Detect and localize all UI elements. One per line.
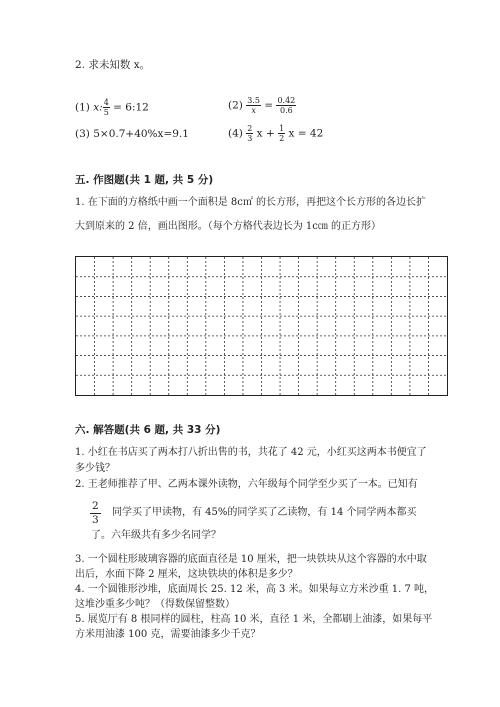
grid-lines [76,257,449,397]
answer-q4-line1: 4. 一个圆锥形沙堆，底面周长 25. 12 米，高 3 米。如果每立方米沙重 1. 7 吨， [75,584,435,595]
fraction-denominator: 2 [279,134,285,143]
problem-1-left: x: [93,101,103,114]
fraction-denominator: x [251,106,256,115]
fraction-numerator: 2 [247,124,253,133]
fraction-denominator: 0.6 [279,106,293,115]
fraction-numerator: 0.42 [277,96,296,105]
problem-1-label: (1) [75,101,90,114]
draw-section-title: 五. 作图题(共 1 题, 共 5 分) [75,174,214,186]
problem-4-label: (4) [228,127,243,140]
answer-q3-line2: 出后，水面下降 2 厘米，这块铁块的体积是多少？ [75,569,298,580]
problem-4-middle: x + [256,127,275,140]
problem-2-fraction-left [246,96,261,115]
answer-q2-line3: 了。六年级共有多少名同学？ [91,530,221,541]
fraction-denominator: 3 [92,514,99,526]
problem-2-equals: = [264,99,274,112]
answer-q5-line1: 5. 展览厅有 8 根同样的圆柱，柱高 10 米，直径 1 米，全都刷上油漆，如果每平 [75,614,433,625]
answer-q1-line1: 1. 小红在书店买了两本打八折出售的书，共花了 42 元，小红买这两本书便宜了 [75,447,427,458]
fraction-numerator: 2 [92,500,99,512]
problem-1-fraction [103,98,110,117]
fraction-numerator: 4 [103,98,109,107]
problem-4-fraction-2 [278,124,285,143]
answer-q2-line2: 同学买了甲读物，有 45%的同学买了乙读物，有 14 个同学两本都买 [112,507,417,518]
fraction-numerator: 1 [279,124,285,133]
graph-paper-grid[interactable] [75,256,448,396]
fraction-denominator: 5 [103,108,109,117]
draw-q1-line1: 1. 在下面的方格纸中画一个面积是 8c㎡ 的长方形，再把这个长方形的各边长扩 [75,197,427,208]
problem-2 [228,96,296,115]
answer-section-title: 六. 解答题(共 6 题, 共 33 分) [75,424,221,436]
answer-q4-line2: 这堆沙重多少吨？（得数保留整数） [75,599,235,610]
fraction-numerator: 3.5 [247,96,260,105]
problem-2-fraction-right [276,96,296,115]
fraction-denominator: 3 [247,134,253,143]
problem-4-fraction-1 [246,124,253,143]
answer-q2-fraction [90,500,101,527]
answer-q3-line1: 3. 一个圆柱形玻璃容器的底面直径是 10 厘米，把一块铁块从这个容器的水中取 [75,554,427,565]
problem-3-label: (3) [75,128,90,140]
problem-4 [228,124,323,143]
problem-3-equation: 5×0.7+40%x=9.1 [93,128,189,140]
problem-4-end: x = 42 [288,127,324,140]
draw-q1-line2: 大到原来的 2 倍，画出图形。（每个方格代表边长为 1c㎝ 的正方形） [75,221,382,232]
answer-q5-line2: 方米用油漆 100 克，需要油漆多少千克？ [75,629,261,640]
problem-3 [75,127,189,141]
solve-heading: 2. 求未知数 x。 [75,59,151,71]
answer-q1-line2: 多少钱？ [75,463,115,474]
problem-1-right: = 6:12 [113,101,149,114]
problem-1 [75,98,149,117]
problem-2-label: (2) [228,99,243,112]
answer-q2-line1: 2. 王老师推荐了甲、乙两本课外读物，六年级每个同学至少买了一本。已知有 [75,479,418,490]
